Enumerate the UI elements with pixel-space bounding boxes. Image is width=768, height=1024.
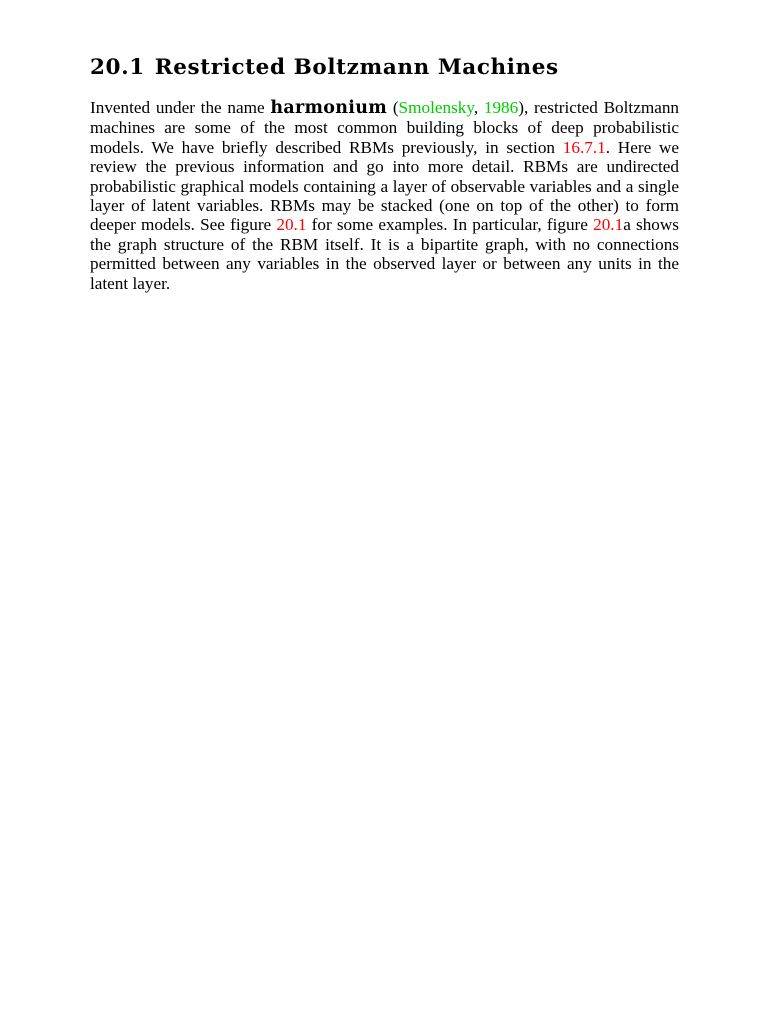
section-title: Restricted Boltzmann Machines [154, 55, 559, 80]
page-content [90, 52, 679, 293]
paragraph-text: for some examples. In particular, figure [306, 215, 594, 235]
paragraph-text: , [473, 98, 484, 117]
citation-author-link[interactable]: Smolensky [398, 98, 474, 117]
section-number: 20.1 [90, 55, 145, 80]
citation-year-link[interactable]: 1986 [483, 98, 519, 117]
body-paragraph [90, 98, 679, 293]
figure-reference-link[interactable]: 20.1 [593, 215, 624, 235]
paragraph-text: ), restricted Boltzmann machines are some of the most common building blocks of deep probabilistic models. We have briefly described RBMs previously, in section [90, 98, 680, 157]
figure-reference-link[interactable]: 20.1 [276, 215, 307, 235]
paragraph-text: ( [387, 98, 399, 117]
paragraph-text: a shows the graph structure of the RBM itself. It is a bipartite graph, with no connections permitted between any variables in the observed layer or between any units in the latent layer. [90, 215, 679, 293]
paragraph-text: Invented under the name [90, 98, 271, 117]
section-heading [90, 52, 679, 84]
section-reference-link[interactable]: 16.7.1 [562, 137, 606, 157]
paragraph-text: . Here we review the previous information and go into more detail. RBMs are undirected probabilistic graphical models containing a layer of observable variables and a single layer of latent variables. RBMs may be stacked (one on top of the other) to form deeper models. See figure [90, 137, 680, 235]
defined-term: harmonium [270, 98, 388, 118]
